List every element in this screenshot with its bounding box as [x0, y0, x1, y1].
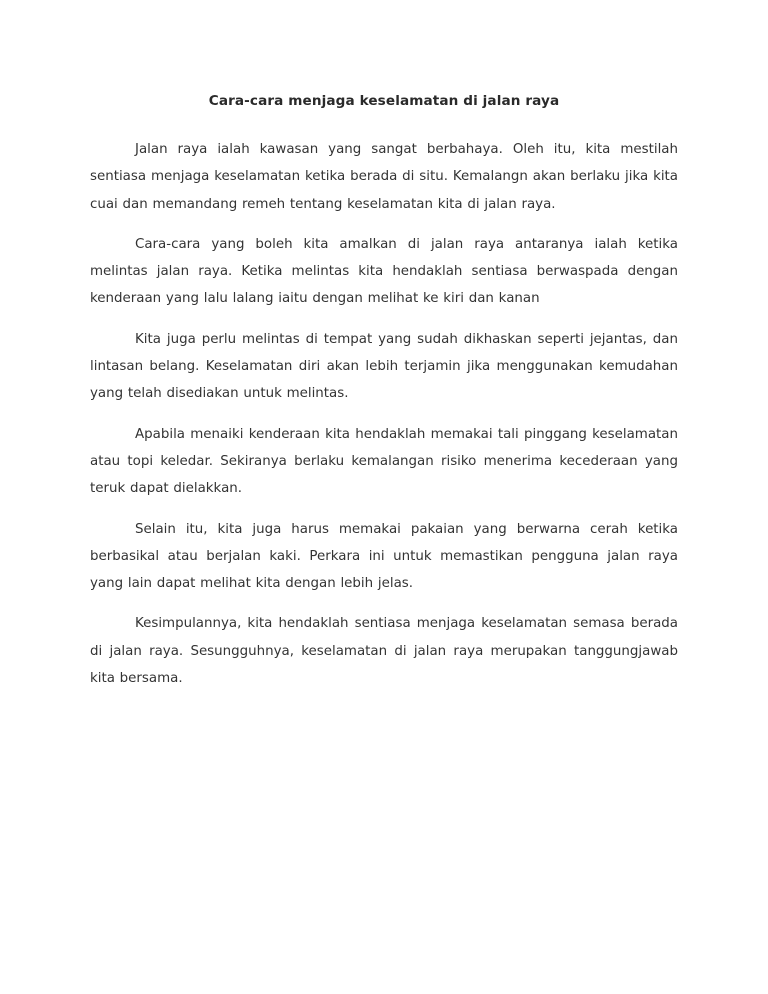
document-title: Cara-cara menjaga keselamatan di jalan raya	[208, 93, 560, 109]
paragraph-designated-crossing: Kita juga perlu melintas di tempat yang sudah dikhaskan seperti jejantas, dan lintasan belang. Keselamatan diri akan lebih terjamin jika menggunakan kemudahan yang telah disediakan untuk melintas.	[90, 331, 678, 402]
paragraph-bright-clothing: Selain itu, kita juga harus memakai pakaian yang berwarna cerah ketika berbasikal atau berjalan kaki. Perkara ini untuk memastikan pengguna jalan raya yang lain dapat melihat kita dengan lebih jelas.	[90, 521, 678, 592]
paragraph-vehicle-safety: Apabila menaiki kenderaan kita hendaklah memakai tali pinggang keselamatan atau topi keledar. Sekiranya berlaku kemalangan risiko menerima kecederaan yang teruk dapat dielakkan.	[90, 426, 678, 497]
paragraph-crossing: Cara-cara yang boleh kita amalkan di jalan raya antaranya ialah ketika melintas jalan raya. Ketika melintas kita hendaklah sentiasa berwaspada dengan kenderaan yang lalu lalang iaitu dengan melihat ke kiri dan kanan	[90, 236, 678, 307]
paragraph-intro: Jalan raya ialah kawasan yang sangat berbahaya. Oleh itu, kita mestilah sentiasa menjaga keselamatan ketika berada di situ. Kemalangn akan berlaku jika kita cuai dan memandang remeh tentang keselamatan kita di jalan raya.	[90, 142, 678, 212]
paragraph-conclusion: Kesimpulannya, kita hendaklah sentiasa menjaga keselamatan semasa berada di jalan raya. Sesungguhnya, keselamatan di jalan raya merupakan tanggungjawab kita bersama.	[90, 616, 678, 687]
